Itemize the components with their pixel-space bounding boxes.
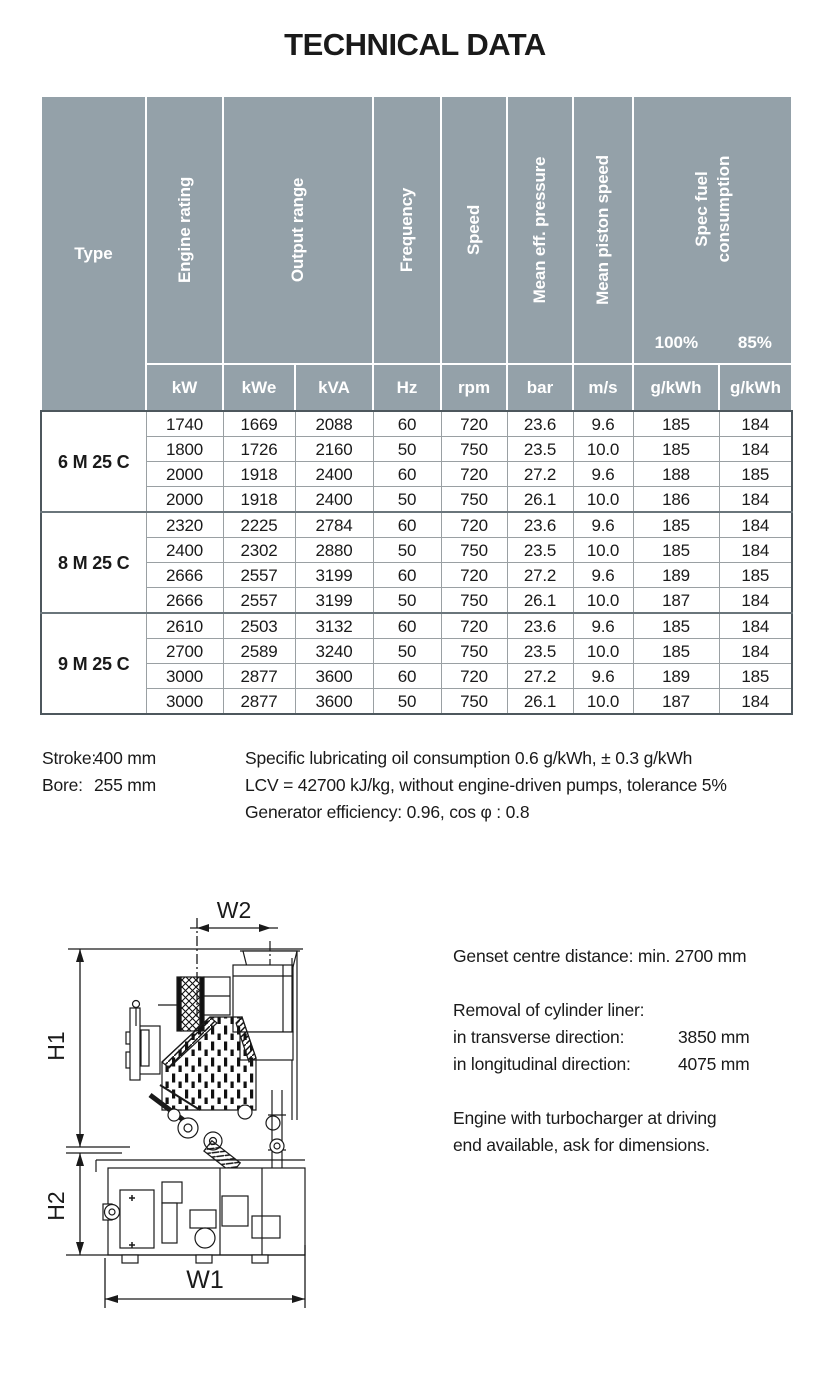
cell: 184: [719, 487, 792, 513]
cell: 9.6: [573, 411, 633, 437]
table-row: [41, 588, 792, 614]
cell: 23.6: [507, 512, 573, 538]
cell: 10.0: [573, 487, 633, 513]
stroke-row: [42, 745, 156, 772]
mean-piston-speed-label: Mean piston speed: [593, 155, 612, 305]
w2-label: W2: [216, 897, 252, 923]
cell: 185: [633, 411, 719, 437]
cell: 184: [719, 538, 792, 563]
header-row-units: [41, 364, 792, 411]
unit-gkwh-85: g/kWh: [719, 364, 792, 411]
cell: 720: [441, 462, 507, 487]
cell: 2666: [146, 563, 223, 588]
col-header-frequency: [373, 96, 441, 364]
cell: 3132: [295, 613, 373, 639]
engine-body: [68, 941, 305, 1263]
engine-rating-label: Engine rating: [174, 176, 194, 284]
cell: 50: [373, 538, 441, 563]
cell: 23.5: [507, 639, 573, 664]
cell: 185: [633, 538, 719, 563]
frequency-label: Frequency: [397, 187, 416, 273]
cell: 185: [633, 613, 719, 639]
cell: 1726: [223, 437, 295, 462]
cell: 184: [719, 689, 792, 715]
cell: 9.6: [573, 613, 633, 639]
cell: 9.6: [573, 512, 633, 538]
col-header-type-label: Type: [74, 243, 113, 263]
cell: 60: [373, 563, 441, 588]
load-85-label: 85%: [737, 333, 772, 352]
cell: 26.1: [507, 588, 573, 614]
cell: 23.5: [507, 538, 573, 563]
table-row: [41, 639, 792, 664]
unit-ms: m/s: [573, 364, 633, 411]
cell: 2160: [295, 437, 373, 462]
stroke-value: 400 mm: [94, 748, 157, 768]
cell: 720: [441, 512, 507, 538]
cell: 1918: [223, 462, 295, 487]
cell: 2000: [146, 462, 223, 487]
engine-type-cell: 9 M 25 C: [41, 613, 146, 714]
cell: 50: [373, 639, 441, 664]
engine-drawing: [40, 880, 450, 1350]
spec-fuel-line2: consumption: [713, 155, 733, 263]
cell: 2400: [295, 462, 373, 487]
removal-value: 4075 mm: [678, 1054, 750, 1074]
cell: 60: [373, 664, 441, 689]
cell: 2320: [146, 512, 223, 538]
table-row: [41, 538, 792, 563]
cell: 2880: [295, 538, 373, 563]
unit-kva: kVA: [295, 364, 373, 411]
cell: 10.0: [573, 689, 633, 715]
cell: 10.0: [573, 437, 633, 462]
cell: 185: [633, 639, 719, 664]
removal-row: [453, 1024, 798, 1051]
removal-value: 3850 mm: [678, 1027, 750, 1047]
unit-bar: bar: [507, 364, 573, 411]
speed-label: Speed: [464, 204, 483, 256]
cell: 3000: [146, 689, 223, 715]
cell: 10.0: [573, 588, 633, 614]
cell: 27.2: [507, 664, 573, 689]
table-row: [41, 613, 792, 639]
cell: 187: [633, 689, 719, 715]
cell: 9.6: [573, 462, 633, 487]
table-row: [41, 411, 792, 437]
cell: 2400: [295, 487, 373, 513]
table-row: [41, 512, 792, 538]
cell: 60: [373, 411, 441, 437]
cell: 9.6: [573, 563, 633, 588]
cell: 189: [633, 664, 719, 689]
cell: 50: [373, 437, 441, 462]
cell: 750: [441, 588, 507, 614]
col-header-mean-eff-pressure: [507, 96, 573, 364]
removal-title: Removal of cylinder liner:: [453, 1000, 645, 1020]
cell: 27.2: [507, 462, 573, 487]
cell: 720: [441, 613, 507, 639]
cell: 184: [719, 613, 792, 639]
cell: 185: [633, 437, 719, 462]
unit-rpm: rpm: [441, 364, 507, 411]
cell: 185: [633, 512, 719, 538]
page-title: TECHNICAL DATA: [284, 27, 546, 62]
cell: 2088: [295, 411, 373, 437]
cell: 750: [441, 487, 507, 513]
cell: 2557: [223, 588, 295, 614]
consumption-notes-block: [245, 745, 727, 826]
cell: 750: [441, 639, 507, 664]
cell: 23.6: [507, 411, 573, 437]
col-header-type: [41, 96, 146, 411]
spacer: [453, 1078, 798, 1105]
generator-efficiency-line: Generator efficiency: 0.96, cos φ : 0.8: [245, 802, 530, 822]
h1-label: H1: [43, 1031, 69, 1061]
cell: 2700: [146, 639, 223, 664]
cell: 185: [719, 664, 792, 689]
spec-fuel-line1: Spec fuel: [691, 170, 711, 247]
cell: 1669: [223, 411, 295, 437]
turbocharger-note-line1: Engine with turbocharger at driving: [453, 1108, 717, 1128]
h2-label: H2: [43, 1191, 69, 1221]
cell: 26.1: [507, 689, 573, 715]
unit-kw: kW: [146, 364, 223, 411]
installation-notes: [453, 943, 798, 1159]
col-header-mean-piston-speed: [573, 96, 633, 364]
cell: 2503: [223, 613, 295, 639]
cell: 720: [441, 664, 507, 689]
spec-fuel-label: [690, 155, 734, 262]
cell: 3240: [295, 639, 373, 664]
cell: 187: [633, 588, 719, 614]
cell: 720: [441, 411, 507, 437]
cell: 2400: [146, 538, 223, 563]
cell: 2225: [223, 512, 295, 538]
cell: 2000: [146, 487, 223, 513]
lube-oil-line: Specific lubricating oil consumption 0.6 g/kWh, ± 0.3 g/kWh: [245, 748, 693, 768]
cell: 185: [719, 563, 792, 588]
cell: 184: [719, 437, 792, 462]
genset-distance-line: Genset centre distance: min. 2700 mm: [453, 946, 747, 966]
cell: 10.0: [573, 639, 633, 664]
cell: 2557: [223, 563, 295, 588]
cell: 2877: [223, 664, 295, 689]
lcv-line: LCV = 42700 kJ/kg, without engine-driven pumps, tolerance 5%: [245, 775, 727, 795]
load-labels: [634, 333, 791, 353]
output-range-label: Output range: [288, 177, 307, 283]
removal-label: in transverse direction:: [453, 1027, 625, 1047]
base-frame: [96, 1160, 305, 1263]
col-header-output-range: [223, 96, 373, 364]
cell: 184: [719, 411, 792, 437]
spec-table-body: [40, 410, 793, 715]
cell: 750: [441, 689, 507, 715]
removal-row: [453, 1051, 798, 1078]
stroke-label: Stroke:: [42, 748, 97, 768]
cell: 184: [719, 588, 792, 614]
cell: 23.6: [507, 613, 573, 639]
col-header-engine-rating: [146, 96, 223, 364]
table-row: [41, 462, 792, 487]
unit-hz: Hz: [373, 364, 441, 411]
turbocharger-note-line2: end available, ask for dimensions.: [453, 1135, 710, 1155]
cell: 3000: [146, 664, 223, 689]
cell: 2784: [295, 512, 373, 538]
cell: 3199: [295, 563, 373, 588]
unit-kwe: kWe: [223, 364, 295, 411]
table-row: [41, 437, 792, 462]
cell: 26.1: [507, 487, 573, 513]
cell: 23.5: [507, 437, 573, 462]
table-row: [41, 487, 792, 513]
cell: 2666: [146, 588, 223, 614]
spacer: [453, 970, 798, 997]
cell: 27.2: [507, 563, 573, 588]
cell: 1740: [146, 411, 223, 437]
cell: 2589: [223, 639, 295, 664]
bore-label: Bore:: [42, 775, 83, 795]
cell: 3600: [295, 689, 373, 715]
w1-label: W1: [186, 1266, 224, 1294]
cell: 1800: [146, 437, 223, 462]
table-row: [41, 689, 792, 715]
cell: 2877: [223, 689, 295, 715]
engine-type-cell: 6 M 25 C: [41, 411, 146, 512]
col-header-speed: [441, 96, 507, 364]
cell: 10.0: [573, 538, 633, 563]
cell: 720: [441, 563, 507, 588]
cell: 60: [373, 613, 441, 639]
cell: 2302: [223, 538, 295, 563]
engine-type-cell: 8 M 25 C: [41, 512, 146, 613]
cell: 60: [373, 512, 441, 538]
header-row-main: [41, 96, 792, 364]
cell: 185: [719, 462, 792, 487]
cell: 184: [719, 639, 792, 664]
bore-row: [42, 772, 156, 799]
table-row: [41, 563, 792, 588]
unit-gkwh-100: g/kWh: [633, 364, 719, 411]
cell: 750: [441, 437, 507, 462]
cell: 189: [633, 563, 719, 588]
cell: 50: [373, 588, 441, 614]
cell: 60: [373, 462, 441, 487]
cell: 50: [373, 487, 441, 513]
cell: 186: [633, 487, 719, 513]
left-equipment: [126, 1001, 160, 1081]
bore-value: 255 mm: [94, 775, 157, 795]
table-row: [41, 664, 792, 689]
removal-label: in longitudinal direction:: [453, 1054, 631, 1074]
cell: 2610: [146, 613, 223, 639]
cell: 1918: [223, 487, 295, 513]
mean-eff-pressure-label: Mean eff. pressure: [530, 156, 549, 304]
cell: 750: [441, 538, 507, 563]
cell: 3600: [295, 664, 373, 689]
spec-table-header: [40, 95, 793, 412]
stroke-bore-block: [42, 745, 156, 799]
col-header-spec-fuel: [633, 96, 792, 364]
load-100-label: 100%: [654, 333, 699, 352]
cell: 3199: [295, 588, 373, 614]
cell: 184: [719, 512, 792, 538]
cell: 188: [633, 462, 719, 487]
cell: 50: [373, 689, 441, 715]
cell: 9.6: [573, 664, 633, 689]
